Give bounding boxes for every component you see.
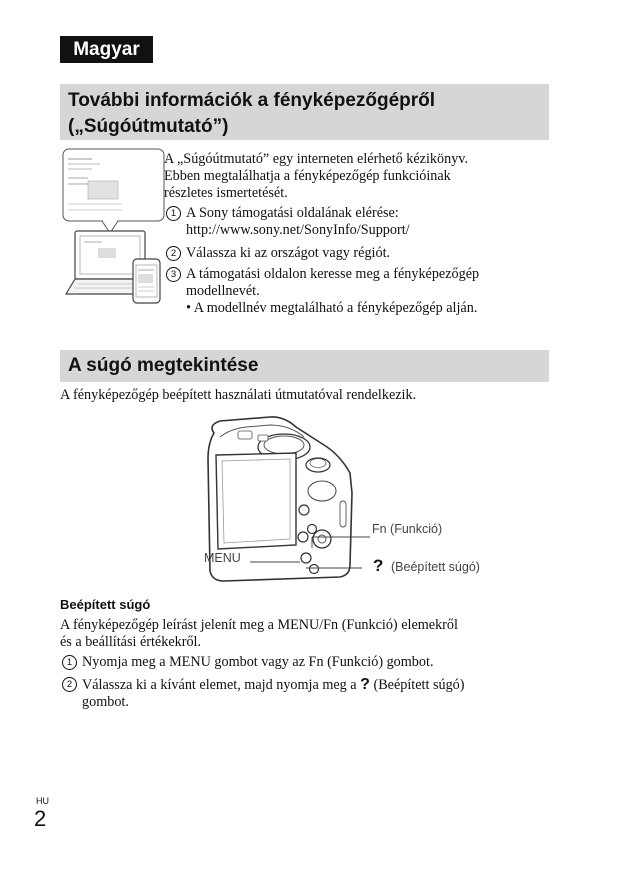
support-step-2 (166, 245, 586, 263)
step-text: modellnevét. (186, 283, 260, 299)
subheading-builtin-help: Beépített súgó (60, 597, 151, 612)
support-step-1 (166, 205, 586, 241)
step-number: 1 (166, 206, 181, 221)
section-heading-help: A súgó megtekintése (60, 350, 549, 382)
intro-line: A „Súgóútmutató” egy interneten elérhető kézikönyv. (164, 151, 469, 167)
heading-line-2: („Súgóútmutató”) (68, 116, 229, 137)
step-number: 3 (166, 267, 181, 282)
body-line: A fényképezőgép leírást jelenít meg a MENU/Fn (Funkció) elemekről (60, 617, 458, 633)
step-number: 1 (62, 655, 77, 670)
step-number: 2 (62, 677, 77, 692)
intro-line: részletes ismertetését. (164, 185, 288, 201)
help-step-2 (62, 676, 582, 712)
body-line: és a beállítási értékekről. (60, 634, 202, 650)
builtin-help-label: (Beépített súgó) (391, 560, 480, 574)
help-intro: A fényképezőgép beépített használati útmutatóval rendelkezik. (60, 387, 417, 403)
fn-button-label: Fn (Funkció) (372, 522, 443, 536)
help-question-icon: ? (373, 556, 384, 575)
menu-button-label: MENU (204, 551, 241, 565)
support-step-3 (166, 266, 586, 320)
laptop-smartphone-illustration (62, 147, 166, 305)
step-text: A támogatási oldalon keresse meg a fényképezőgép (186, 266, 480, 282)
language-tab: Magyar (60, 36, 153, 63)
intro-paragraph (164, 151, 564, 202)
intro-line: Ebben megtalálhatja a fényképezőgép funkcióinak (164, 168, 451, 184)
step-number: 2 (166, 246, 181, 261)
step-text: Nyomja meg a MENU gombot vagy az Fn (Funkció) gombot. (82, 654, 434, 670)
callout-lines (240, 520, 380, 580)
page-number: 2 (34, 806, 47, 831)
support-url: http://www.sony.net/SonyInfo/Support/ (186, 222, 410, 238)
step-text: gombot. (82, 694, 129, 710)
heading-line-1: További információk a fényképezőgépről (68, 90, 436, 111)
step-note: • A modellnév megtalálható a fényképezőgép alján. (186, 300, 478, 316)
section-heading-more-info (60, 84, 549, 140)
help-question-icon: ? (360, 676, 370, 693)
help-step-1 (62, 654, 582, 672)
step-text: (Beépített súgó) (373, 677, 465, 693)
step-text: Válassza ki az országot vagy régiót. (186, 245, 391, 261)
language-code: HU (36, 796, 49, 806)
builtin-help-body (60, 617, 580, 651)
step-text: A Sony támogatási oldalának elérése: (186, 205, 399, 221)
step-text: Válassza ki a kívánt elemet, majd nyomja meg a (82, 677, 357, 693)
